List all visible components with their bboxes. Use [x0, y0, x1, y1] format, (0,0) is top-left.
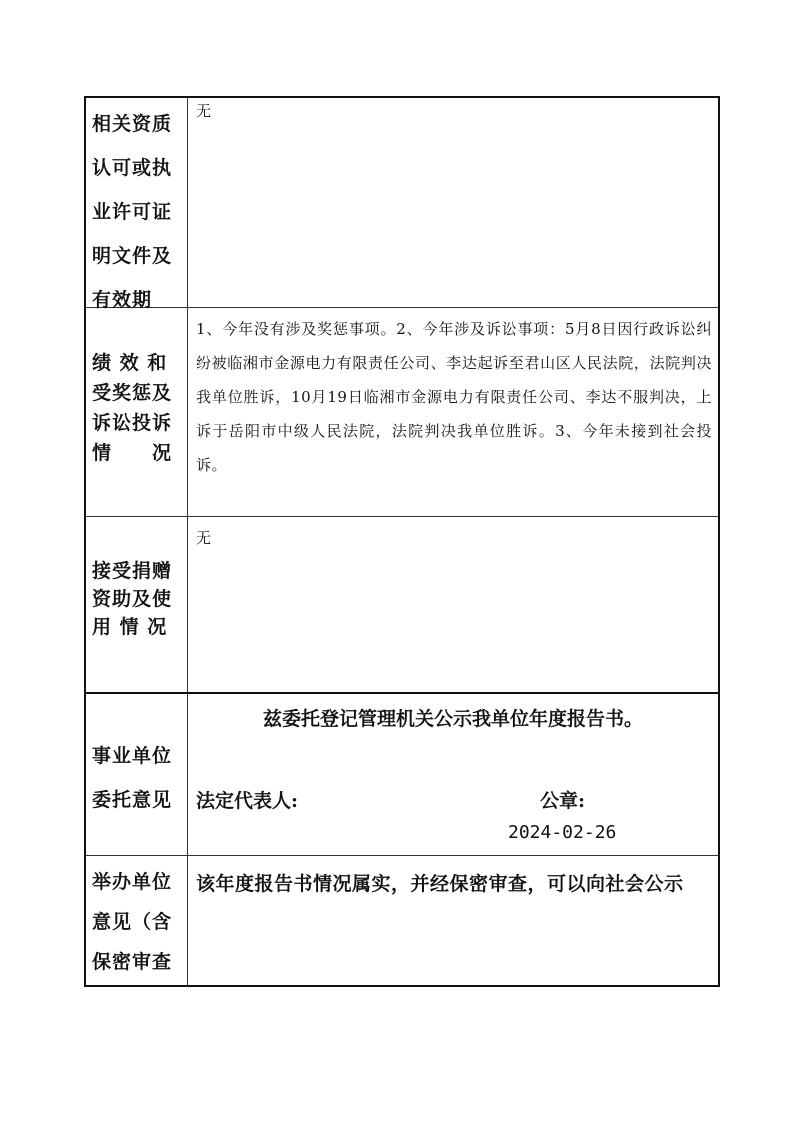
performance-value: 1、今年没有涉及奖惩事项。2、今年涉及诉讼事项：5月8日因行政诉讼纠纷被临湘市金源电力有限责任公司、李达起诉至君山区人民法院，法院判决我单位胜诉，10月19日临湘市金源电力有限责任公司、李达不服判决，上诉于岳阳市中级人民法院，法院判决我单位胜诉。3、今年未接到社会投诉。 — [196, 320, 712, 474]
row-qualification — [86, 98, 718, 311]
row-entrust — [86, 694, 718, 856]
label-cell — [86, 517, 188, 692]
row-sponsor — [86, 856, 718, 985]
seal-label: 公章: — [540, 790, 586, 812]
row-label: 相关资质认可或执业许可证明文件及有效期 — [92, 113, 173, 311]
qualification-value: 无 — [196, 102, 212, 120]
label-cell — [86, 98, 188, 311]
value-cell — [188, 517, 718, 692]
value-cell — [188, 694, 718, 855]
row-label: 绩 效 和受奖惩及诉讼投诉情 况 — [92, 352, 173, 464]
row-label: 事业单位委托意见 — [92, 745, 173, 811]
legal-representative-label: 法定代表人: — [196, 790, 299, 812]
entrust-date: 2024-02-26 — [508, 822, 617, 843]
label-cell — [86, 856, 188, 985]
label-cell — [86, 694, 188, 855]
row-performance — [86, 308, 718, 517]
sponsor-opinion: 该年度报告书情况属实，并经保密审查，可以向社会公示 — [196, 873, 684, 895]
row-label: 举办单位意见（含保密审查 — [92, 871, 173, 973]
value-cell — [188, 308, 718, 516]
label-cell — [86, 308, 188, 516]
annual-report-table — [84, 96, 720, 987]
value-cell — [188, 856, 718, 985]
donation-value: 无 — [196, 529, 212, 547]
row-donation — [86, 517, 718, 694]
value-cell — [188, 98, 718, 307]
row-label: 接受捐赠资助及使用 情 况 — [92, 560, 173, 638]
entrust-statement: 兹委托登记管理机关公示我单位年度报告书。 — [262, 708, 643, 730]
